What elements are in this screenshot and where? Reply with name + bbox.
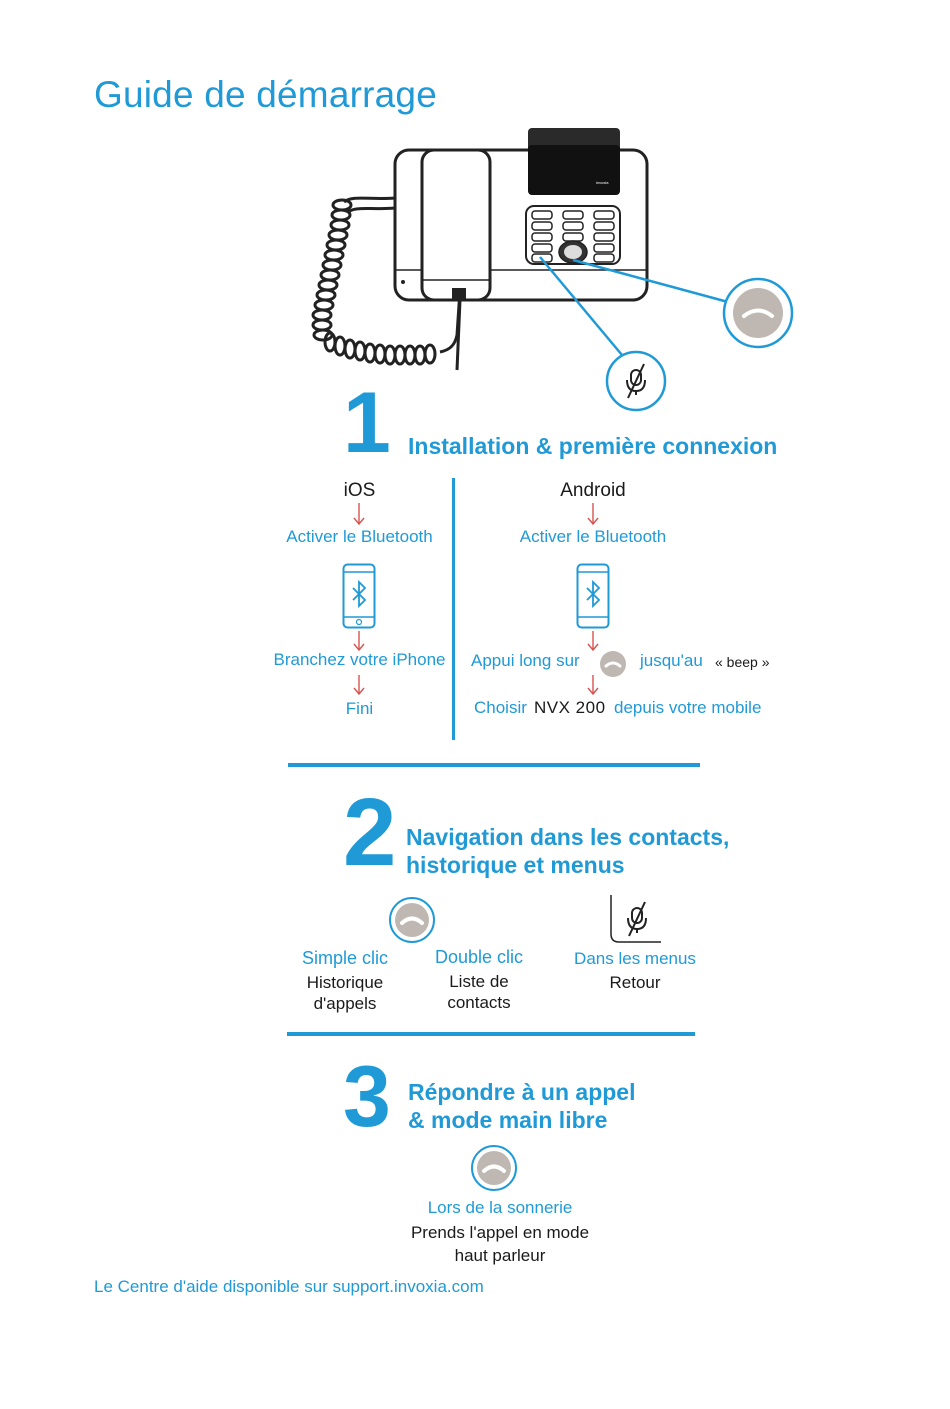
ios-step-plug-iphone: Branchez votre iPhone [273, 650, 446, 669]
menus-desc: Retour [609, 973, 661, 992]
android-step-bluetooth: Activer le Bluetooth [519, 527, 667, 546]
android-column [466, 478, 796, 728]
section-1-heading: Installation & première connexion [408, 433, 778, 459]
phone-screen [528, 145, 620, 195]
arrow-down-icon [353, 630, 365, 652]
android-choose-label: Choisir [474, 698, 527, 717]
android-until-label: jusqu'au [640, 651, 703, 670]
ios-step-bluetooth: Activer le Bluetooth [286, 527, 433, 546]
call-button-icon [733, 288, 783, 338]
simple-click-desc-1: Historique [306, 973, 384, 992]
section-3-heading-line1: Répondre à un appel [408, 1079, 636, 1105]
section-2-heading-line1: Navigation dans les contacts, [406, 824, 730, 850]
footer-help-text: Le Centre d'aide disponible sur support.invoxia.com [94, 1277, 484, 1296]
double-click-desc-1: Liste de [449, 972, 509, 991]
section-3-number: 3 [343, 1049, 391, 1145]
section-divider [287, 1032, 695, 1036]
ios-column [262, 478, 457, 728]
page-title: Guide de démarrage [94, 74, 437, 115]
android-platform-label: Android [560, 480, 626, 501]
ringing-desc-1: Prends l'appel en mode [410, 1223, 590, 1242]
section-divider [288, 763, 700, 767]
call-button-icon [470, 1144, 518, 1192]
arrow-down-icon [587, 630, 599, 652]
arrow-down-icon [353, 674, 365, 696]
double-click-desc-2: contacts [447, 993, 511, 1012]
double-click-label: Double clic [434, 947, 524, 967]
iphone-bluetooth-icon [342, 563, 376, 629]
ios-step-done: Fini [345, 699, 374, 718]
brand-logo: invoxia [596, 180, 609, 185]
android-from-mobile-label: depuis votre mobile [614, 698, 762, 717]
ios-platform-label: iOS [343, 480, 376, 501]
section-2-heading-line2: historique et menus [406, 852, 625, 878]
arrow-down-icon [587, 502, 599, 526]
call-button-icon [599, 650, 627, 678]
call-button-icon [388, 896, 436, 944]
section-2-number: 2 [343, 779, 397, 886]
section-1-number: 1 [343, 375, 391, 471]
beep-label: « beep » [715, 654, 770, 670]
simple-click-label: Simple clic [301, 948, 389, 968]
android-long-press-label: Appui long sur [471, 651, 580, 670]
arrow-down-icon [587, 674, 599, 696]
device-name: NVX 200 [534, 698, 606, 717]
mute-microphone-icon [608, 894, 662, 944]
menus-label: Dans les menus [574, 949, 696, 968]
handset [422, 150, 490, 300]
smartphone-bluetooth-icon [576, 563, 610, 629]
section-3-heading-line2: & mode main libre [408, 1107, 608, 1133]
simple-click-desc-2: d'appels [313, 994, 377, 1013]
ringing-desc-2: haut parleur [454, 1246, 546, 1265]
ringing-label: Lors de la sonnerie [427, 1198, 573, 1217]
arrow-down-icon [353, 502, 365, 526]
